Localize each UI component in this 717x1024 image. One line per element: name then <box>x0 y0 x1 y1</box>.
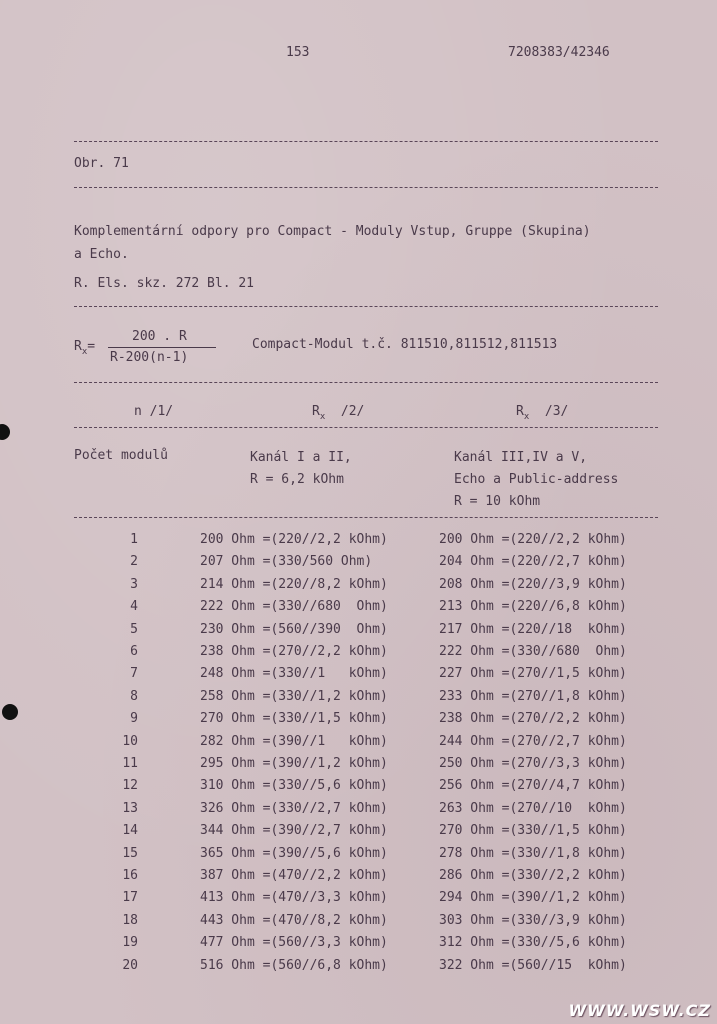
channel-2-resistor-cell: 286 Ohm =(330//2,2 kOhm) <box>439 868 627 883</box>
channel-2-resistor-cell: 213 Ohm =(220//6,8 kOhm) <box>439 599 627 614</box>
channel-1-resistor-cell: 282 Ohm =(390//1 kOhm) <box>200 734 388 749</box>
channel-2-resistor-cell: 303 Ohm =(330//3,9 kOhm) <box>439 913 627 928</box>
channel-2-resistor-cell: 278 Ohm =(330//1,8 kOhm) <box>439 846 627 861</box>
module-count-cell: 7 <box>130 666 138 681</box>
module-count-cell: 20 <box>122 958 138 973</box>
channel-1-resistor-cell: 270 Ohm =(330//1,5 kOhm) <box>200 711 388 726</box>
module-count-cell: 12 <box>122 778 138 793</box>
module-count-cell: 19 <box>122 935 138 950</box>
channel-2-resistor-cell: 200 Ohm =(220//2,2 kOhm) <box>439 532 627 547</box>
channel-2-resistor-cell: 263 Ohm =(270//10 kOhm) <box>439 801 627 816</box>
module-count-cell: 10 <box>122 734 138 749</box>
channel-1-resistor-cell: 387 Ohm =(470//2,2 kOhm) <box>200 868 388 883</box>
formula-lhs: $R_x=$ <box>74 339 96 357</box>
formula-numerator: 200 . R <box>132 329 187 344</box>
channel-1-resistor-cell: 516 Ohm =(560//6,8 kOhm) <box>200 958 388 973</box>
channel-1-resistor-cell: 443 Ohm =(470//8,2 kOhm) <box>200 913 388 928</box>
reference-line: R. Els. skz. 272 Bl. 21 <box>74 276 255 291</box>
channel-2-resistor-cell: 238 Ohm =(270//2,2 kOhm) <box>439 711 627 726</box>
channel-1-resistor-cell: 230 Ohm =(560//390 Ohm) <box>200 622 388 637</box>
module-count-cell: 1 <box>130 532 138 547</box>
formula-denominator: R-200(n-1) <box>110 350 189 365</box>
channel-2-line-3: R = 10 kOhm <box>454 494 541 509</box>
channel-2-resistor-cell: 250 Ohm =(270//3,3 kOhm) <box>439 756 627 771</box>
column-heading-rx-3: $R_x$ /3/ <box>516 404 569 422</box>
module-count-cell: 18 <box>122 913 138 928</box>
page-number: 153 <box>286 45 310 60</box>
channel-2-resistor-cell: 204 Ohm =(220//2,7 kOhm) <box>439 554 627 569</box>
channel-1-resistor-cell: 310 Ohm =(330//5,6 kOhm) <box>200 778 388 793</box>
module-count-cell: 6 <box>130 644 138 659</box>
module-count-cell: 2 <box>130 554 138 569</box>
channel-1-resistor-cell: 200 Ohm =(220//2,2 kOhm) <box>200 532 388 547</box>
column-heading-rx-2: $R_x$ /2/ <box>312 404 365 422</box>
channel-1-resistor-cell: 477 Ohm =(560//3,3 kOhm) <box>200 935 388 950</box>
title-line-1: Komplementární odpory pro Compact - Moduly Vstup, Gruppe (Skupina) <box>74 224 591 239</box>
channel-1-resistor-cell: 214 Ohm =(220//8,2 kOhm) <box>200 577 388 592</box>
channel-2-resistor-cell: 322 Ohm =(560//15 kOhm) <box>439 958 627 973</box>
channel-2-resistor-cell: 208 Ohm =(220//3,9 kOhm) <box>439 577 627 592</box>
channel-1-resistor-cell: 326 Ohm =(330//2,7 kOhm) <box>200 801 388 816</box>
module-count-cell: 4 <box>130 599 138 614</box>
module-count-cell: 8 <box>130 689 138 704</box>
figure-label: Obr. 71 <box>74 156 129 171</box>
channel-2-resistor-cell: 256 Ohm =(270//4,7 kOhm) <box>439 778 627 793</box>
module-count-cell: 13 <box>122 801 138 816</box>
channel-1-line-1: Kanál I a II, <box>250 450 352 465</box>
channel-2-resistor-cell: 244 Ohm =(270//2,7 kOhm) <box>439 734 627 749</box>
count-label: Počet modulů <box>74 448 168 463</box>
channel-2-resistor-cell: 312 Ohm =(330//5,6 kOhm) <box>439 935 627 950</box>
channel-2-resistor-cell: 294 Ohm =(390//1,2 kOhm) <box>439 890 627 905</box>
watermark: WWW.WSW.CZ <box>568 1001 711 1020</box>
punch-hole-upper <box>0 424 10 440</box>
channel-1-line-2: R = 6,2 kOhm <box>250 472 344 487</box>
channel-1-resistor-cell: 258 Ohm =(330//1,2 kOhm) <box>200 689 388 704</box>
divider <box>74 517 658 518</box>
channel-2-resistor-cell: 227 Ohm =(270//1,5 kOhm) <box>439 666 627 681</box>
channel-2-resistor-cell: 270 Ohm =(330//1,5 kOhm) <box>439 823 627 838</box>
channel-1-resistor-cell: 248 Ohm =(330//1 kOhm) <box>200 666 388 681</box>
channel-1-resistor-cell: 344 Ohm =(390//2,7 kOhm) <box>200 823 388 838</box>
column-heading-n: n /1/ <box>134 404 174 419</box>
channel-1-resistor-cell: 413 Ohm =(470//3,3 kOhm) <box>200 890 388 905</box>
channel-2-line-2: Echo a Public-address <box>454 472 619 487</box>
channel-2-resistor-cell: 233 Ohm =(270//1,8 kOhm) <box>439 689 627 704</box>
channel-2-resistor-cell: 217 Ohm =(220//18 kOhm) <box>439 622 627 637</box>
module-count-cell: 15 <box>122 846 138 861</box>
module-count-cell: 17 <box>122 890 138 905</box>
module-count-cell: 5 <box>130 622 138 637</box>
divider <box>74 187 658 188</box>
punch-hole-lower <box>2 704 18 720</box>
module-count-cell: 14 <box>122 823 138 838</box>
channel-1-resistor-cell: 295 Ohm =(390//1,2 kOhm) <box>200 756 388 771</box>
fraction-bar <box>108 347 216 348</box>
channel-2-line-1: Kanál III,IV a V, <box>454 450 588 465</box>
module-count-cell: 9 <box>130 711 138 726</box>
divider <box>74 306 658 307</box>
module-count-cell: 3 <box>130 577 138 592</box>
module-count-cell: 11 <box>122 756 138 771</box>
channel-1-resistor-cell: 238 Ohm =(270//2,2 kOhm) <box>200 644 388 659</box>
channel-2-resistor-cell: 222 Ohm =(330//680 Ohm) <box>439 644 627 659</box>
channel-1-resistor-cell: 222 Ohm =(330//680 Ohm) <box>200 599 388 614</box>
title-line-2: a Echo. <box>74 247 129 262</box>
module-count-cell: 16 <box>122 868 138 883</box>
divider <box>74 427 658 428</box>
divider <box>74 141 658 142</box>
channel-1-resistor-cell: 207 Ohm =(330/560 Ohm) <box>200 554 373 569</box>
module-info: Compact-Modul t.č. 811510,811512,811513 <box>252 337 558 352</box>
document-number: 7208383/42346 <box>508 45 610 60</box>
divider <box>74 382 658 383</box>
channel-1-resistor-cell: 365 Ohm =(390//5,6 kOhm) <box>200 846 388 861</box>
